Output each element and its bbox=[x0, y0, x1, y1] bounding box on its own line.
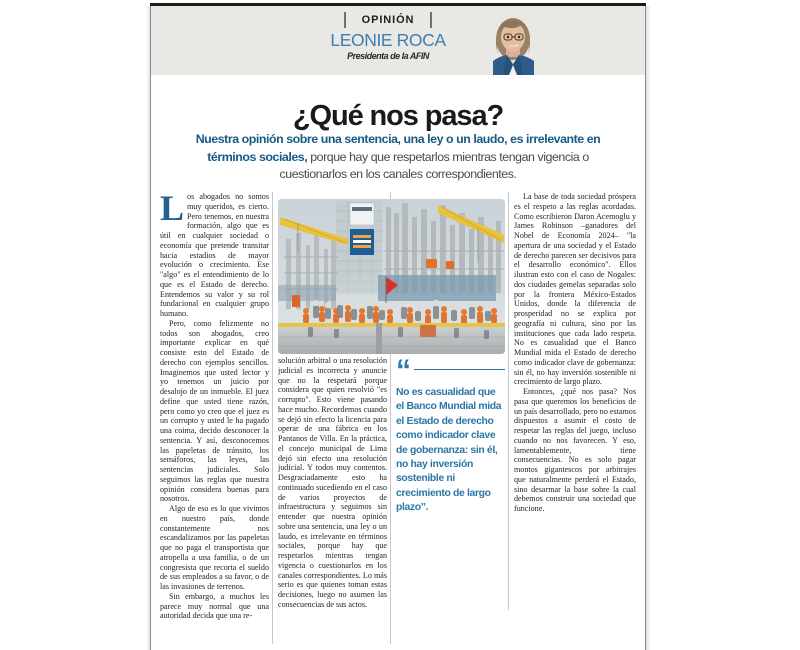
paragraph bbox=[160, 504, 269, 592]
body-column-4 bbox=[514, 192, 636, 644]
paragraph bbox=[514, 387, 636, 514]
masthead-band bbox=[151, 6, 645, 75]
page-sheet bbox=[150, 6, 646, 650]
body-column-1 bbox=[160, 192, 269, 644]
article-body bbox=[159, 192, 639, 644]
paragraph-text: Algo de eso es lo que vivimos en nuestro país, donde constantemente nos escandalizamos por las papeletas que no paga el transportista que atropella a una familia, o de un congresista que recorta el sueldo de sus empleados a su favor, o de las invasiones de terrenos. bbox=[160, 504, 269, 591]
paragraph bbox=[514, 192, 636, 387]
paragraph bbox=[278, 356, 387, 610]
pull-quote bbox=[396, 354, 505, 516]
quote-mark-icon: “ bbox=[396, 354, 410, 387]
paragraph-text: os abogados no somos muy queridos, es cierto. Pero tenemos, en nuestra formación, algo que es útil en cualquier sociedad o economía que pretende transitar hacia estadios de mayor evolución o crecimiento. Ese "algo" es el entendimiento de lo que es el Estado de derecho. Entendemos su valor y su rol fundacional en cualquier grupo humano. bbox=[160, 192, 269, 318]
paragraph-text: Sin embargo, a muchos les parece muy normal que una autoridad decida que una re- bbox=[160, 591, 269, 621]
paragraph-text: Pero, como felizmente no todos son abogados, creo importante explicar en qué consiste esto del Estado de derecho con ejemplos sencillos. Imaginemos que usted lector y yo tenemos un juicio por desalojo de un inmueble. El juez define que usted tiene razón, pero como yo creo que el juez es un corrupto y usted le ha pagado una coima, decido desconocer la sentencia. Y así, desconocemos las papeletas de tránsito, los semáforos, las leyes, las sentencias judiciales. Solo seguimos las reglas que nuestra opinión considera buenas para nosotros. bbox=[160, 318, 269, 504]
paragraph-text: La base de toda sociedad próspera es el respeto a las reglas acordadas. Como escribieron Daron Acemoglu y James Robinson –ganadores del Nobel de Economía 2024– "la apertura de una sociedad y el Estado de derecho parecen ser decisivos para el desarrollo económico". Ellos ilustran esto con el caso de Nogales: dos ciudades gemelas separadas solo por la frontera México-Estados Unidos, donde la diferencia de prosperidad no se explica por geografía ni cultura, sino por las instituciones que cada lado respeta. No es casualidad que el Banco Mundial mida el Estado de derecho como indicador clave de gobernanza: sin él, no hay inversión sostenible ni crecimiento de largo plazo. bbox=[514, 192, 636, 387]
pull-quote-mark-row bbox=[396, 354, 505, 387]
page-title: ¿Qué nos pasa? bbox=[292, 100, 504, 133]
paragraph bbox=[160, 192, 269, 319]
pull-quote-text: No es casualidad que el Banco Mundial mida el Estado de derecho como indicador clave de gobernanza: sin él, no hay inversión sostenible ni crecimiento de largo plazo”. bbox=[396, 387, 502, 514]
deck-rest: porque hay que respetarlos mientras tengan vigencia o cuestionarlos en los canales correspondientes. bbox=[279, 149, 589, 181]
masthead-content bbox=[293, 6, 543, 75]
drop-cap: L bbox=[160, 192, 185, 228]
author-portrait bbox=[485, 11, 542, 75]
section-kicker-row bbox=[293, 11, 483, 29]
kicker-rule-right bbox=[430, 12, 431, 28]
page-shadow-right bbox=[646, 6, 651, 650]
paragraph bbox=[160, 592, 269, 621]
construction-site-image bbox=[278, 199, 505, 354]
column-rule-3 bbox=[508, 192, 509, 644]
deck-lead: Nuestra opinión sobre una sentencia, una ley o un laudo, es irrelevante en términos sociales, bbox=[195, 132, 601, 164]
paragraph-text: Entonces, ¿qué nos pasa? Nos pasa que queremos los beneficios de un país desarrollado, pero no estamos dispuestos a asumir el costo de respetar las reglas del juego, incluso cuando no nos favorecen. Y eso, lamentablemente, tiene consecuencias. No es solo pagar montos gigantescos por arbitrajes que naturalmente perderá el Estado, sino desarmar la base sobre la cual debemos construir una sociedad que funcione. bbox=[514, 387, 636, 513]
article-deck bbox=[173, 131, 623, 184]
paragraph-text: solución arbitral o una resolución judicial es incorrecta y anuncie que no la respetará porque considera que quien resolvió "es corrupto". Esto viene pasando hace mucho. Recordemos cuando se dejó sin efecto la licencia para operar de una fábrica en los Pantanos de Villa. En la práctica, el concejo municipal de Lima dejó sin efecto una resolución judicial. Y todos muy contentos. Desgraciadamente esto ha continuado sucediendo en el caso de varios proyectos de infraestructura y seguimos sin entender que nuestra opinión sobre una sentencia, una ley o un laudo, es irrelevante en términos sociales, porque hay que respetarlos mientras tengan vigencia o cuestionarlos en los canales correspondientes. Lo más serio es que quienes toman estas decisiones, luego no asumen las consecuencias de sus actos. bbox=[278, 356, 387, 609]
avatar bbox=[485, 11, 542, 75]
paragraph bbox=[160, 319, 269, 504]
column-rule-1 bbox=[272, 192, 273, 644]
author-name: LEONIE ROCA bbox=[330, 30, 446, 50]
article-photo bbox=[278, 199, 505, 354]
column-bottom-fill bbox=[396, 610, 636, 646]
author-role: Presidenta de la AFIN bbox=[347, 51, 429, 61]
pull-quote-rule bbox=[414, 369, 505, 370]
section-kicker: OPINIÓN bbox=[361, 14, 415, 26]
